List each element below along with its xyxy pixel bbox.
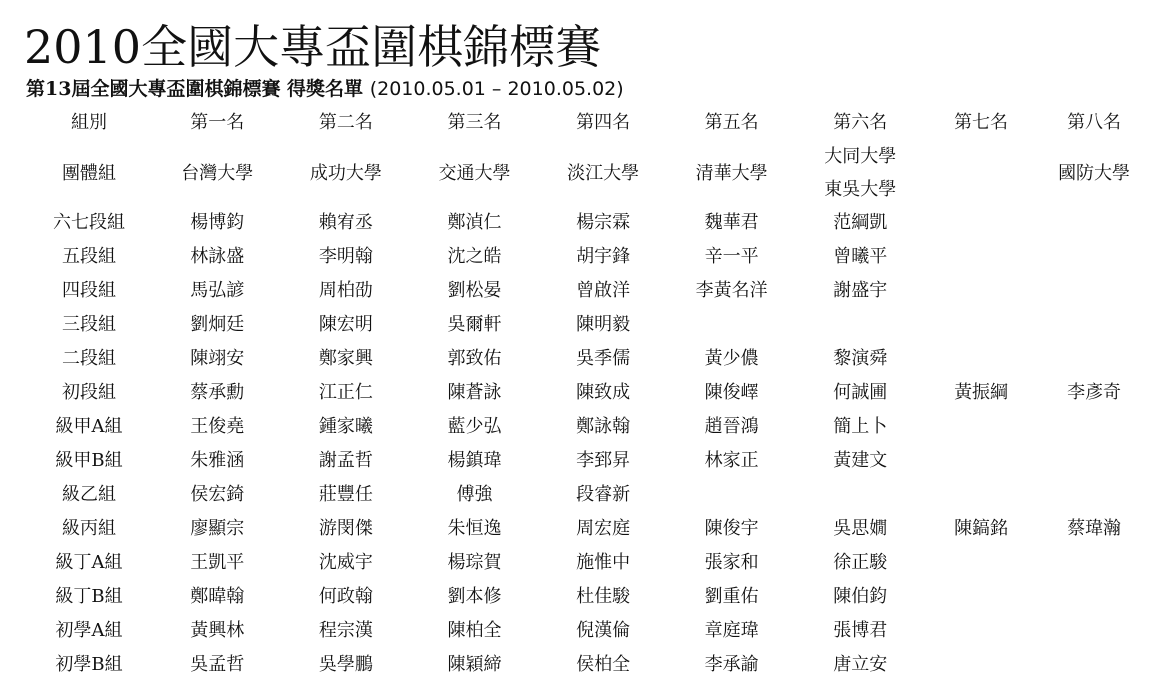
- header-place-5: 第五名: [704, 112, 759, 133]
- winner-cell: [925, 274, 1038, 308]
- winner-cell: 陳柏全: [447, 620, 502, 641]
- winner-cell: [925, 240, 1038, 274]
- winner-cell: [925, 206, 1038, 240]
- winner-cell: 郭致佑: [447, 348, 502, 369]
- table-row: [25, 410, 1151, 444]
- winner-cell: [1038, 444, 1151, 478]
- winner-cell: 國防大學: [1058, 162, 1131, 184]
- winner-cell: 鄭家興: [318, 348, 373, 369]
- winner-cell: 陳伯鈞: [833, 586, 888, 607]
- winner-cell: 馬弘諺: [190, 280, 245, 301]
- winner-cell: 倪漢倫: [576, 620, 631, 641]
- winner-cell: 楊宗霖: [576, 212, 631, 233]
- winner-cell: 林詠盛: [190, 246, 245, 267]
- winner-cell: 李承諭: [704, 654, 759, 675]
- winner-cell: 朱雅涵: [190, 450, 245, 471]
- winner-cell: 傅強: [456, 484, 493, 505]
- winner-cell: 鄭暐翰: [190, 586, 245, 607]
- winner-cell: 陳鎬銘: [954, 518, 1009, 539]
- winner-cell: [925, 546, 1038, 580]
- winner-cell: 李郅昇: [576, 450, 631, 471]
- winner-cell: 劉松晏: [447, 280, 502, 301]
- winner-cell: [1038, 240, 1151, 274]
- winner-cell: 趙晉鴻: [704, 416, 759, 437]
- winner-cell: [1038, 410, 1151, 444]
- winner-cell: 周宏庭: [576, 518, 631, 539]
- group-cell: 級丁A組: [55, 552, 123, 573]
- winner-cell: 辛一平: [704, 246, 759, 267]
- winner-cell: 清華大學: [695, 162, 768, 184]
- winner-cell: 藍少弘: [447, 416, 502, 437]
- winner-cell: [1038, 206, 1151, 240]
- winner-cell: 鄭湞仁: [447, 212, 502, 233]
- page-title: 2010全國大專盃圍棋錦標賽: [24, 20, 602, 74]
- winner-cell: 沈之皓: [447, 246, 502, 267]
- winner-cell: 陳穎締: [447, 654, 502, 675]
- group-cell: 級丁B組: [55, 586, 123, 607]
- winner-cell: 賴宥丞: [318, 212, 373, 233]
- winner-cell: 蔡承勳: [190, 382, 245, 403]
- winner-cell: [925, 308, 1038, 342]
- winner-cell: 陳明毅: [576, 314, 631, 335]
- winner-cell: 交通大學: [438, 162, 511, 184]
- winner-cell: 程宗漢: [318, 620, 373, 641]
- winner-cell: [925, 342, 1038, 376]
- winner-cell: 李明翰: [318, 246, 373, 267]
- header-group: 組別: [71, 112, 107, 133]
- group-cell: 初學A組: [55, 620, 123, 641]
- winner-cell: [925, 580, 1038, 614]
- winner-cell: [796, 308, 925, 342]
- winner-cell: [667, 308, 796, 342]
- winner-cell: 游閔傑: [318, 518, 373, 539]
- winner-cell: 陳翊安: [190, 348, 245, 369]
- table-row: [25, 444, 1151, 478]
- winner-cell: 胡宇鋒: [576, 246, 631, 267]
- winner-cell: 侯宏錡: [190, 484, 245, 505]
- winner-cell: 吳爾軒: [447, 314, 502, 335]
- winner-cell: [667, 478, 796, 512]
- winner-cell: 魏華君: [704, 212, 759, 233]
- header-place-8: 第八名: [1067, 112, 1122, 133]
- winner-cell: 簡上卜: [833, 416, 888, 437]
- table-row: [25, 308, 1151, 342]
- winner-cell: 王俊堯: [190, 416, 245, 437]
- winner-cell: 陳蒼詠: [447, 382, 502, 403]
- winner-cell: [925, 648, 1038, 682]
- table-row: [25, 580, 1151, 614]
- winner-cell: 黎演舜: [833, 348, 888, 369]
- winner-cell: [925, 410, 1038, 444]
- winner-cell: 莊豐任: [318, 484, 373, 505]
- table-row: [25, 342, 1151, 376]
- winner-line: 東吳大學: [824, 179, 897, 200]
- table-row: [25, 206, 1151, 240]
- winner-cell: 台灣大學: [181, 162, 254, 184]
- winner-cell: 何誠圃: [833, 382, 888, 403]
- winner-cell: 章庭瑋: [704, 620, 759, 641]
- winner-cell: [1038, 342, 1151, 376]
- winner-cell: 李黃名洋: [695, 280, 768, 301]
- group-cell: 級丙組: [62, 518, 116, 539]
- winner-cell: 朱恒逸: [447, 518, 502, 539]
- winner-cell: [1038, 478, 1151, 512]
- winner-cell: 成功大學: [309, 162, 382, 184]
- winner-cell: 陳俊嶧: [704, 382, 759, 403]
- table-row: [25, 478, 1151, 512]
- winner-cell: 鍾家曦: [318, 416, 373, 437]
- winner-cell: 徐正駿: [833, 552, 888, 573]
- winner-cell: 吳思嫺: [833, 518, 888, 539]
- winner-cell: 楊鎮瑋: [447, 450, 502, 471]
- winner-cell: [1038, 580, 1151, 614]
- header-place-2: 第二名: [318, 112, 373, 133]
- group-cell: 級甲A組: [55, 416, 123, 437]
- winner-cell: 林家正: [704, 450, 759, 471]
- winner-cell: 劉炯廷: [190, 314, 245, 335]
- winner-cell: 杜佳駿: [576, 586, 631, 607]
- header-place-4: 第四名: [576, 112, 631, 133]
- group-cell: 初學B組: [55, 654, 123, 675]
- header-place-6: 第六名: [833, 112, 888, 133]
- winner-cell: 曾啟洋: [576, 280, 631, 301]
- winner-cell: 廖顯宗: [190, 518, 245, 539]
- winner-cell: 楊博鈞: [190, 212, 245, 233]
- winner-cell: 陳致成: [576, 382, 631, 403]
- winner-cell: 曾曦平: [833, 246, 888, 267]
- winner-cell: 侯柏全: [576, 654, 631, 675]
- winner-cell: [1038, 308, 1151, 342]
- table-row: [25, 546, 1151, 580]
- winner-cell: 何政翰: [318, 586, 373, 607]
- table-row: [25, 512, 1151, 546]
- table-row: [25, 274, 1151, 308]
- table-row: [25, 376, 1151, 410]
- winner-cell: [796, 140, 925, 206]
- group-cell: 團體組: [62, 162, 116, 184]
- page-subtitle: [26, 77, 624, 101]
- table-row: [25, 648, 1151, 682]
- winner-cell: 陳宏明: [318, 314, 373, 335]
- winner-cell: [1038, 274, 1151, 308]
- winner-cell: [925, 614, 1038, 648]
- group-cell: 五段組: [62, 246, 116, 267]
- winner-cell: [925, 478, 1038, 512]
- winner-cell: 謝盛宇: [833, 280, 888, 301]
- group-cell: 初段組: [62, 382, 116, 403]
- winner-cell: 謝孟哲: [318, 450, 373, 471]
- winner-cell: [1038, 614, 1151, 648]
- winner-cell: [1038, 546, 1151, 580]
- winner-cell: 張家和: [704, 552, 759, 573]
- table-body: [25, 140, 1151, 682]
- table-row: [25, 240, 1151, 274]
- winner-cell: 江正仁: [318, 382, 373, 403]
- winner-cell: 黃建文: [833, 450, 888, 471]
- winner-cell: 劉重佑: [704, 586, 759, 607]
- group-cell: 級甲B組: [55, 450, 123, 471]
- group-cell: 二段組: [62, 348, 116, 369]
- winner-cell: 蔡瑋瀚: [1067, 518, 1122, 539]
- header-row: [25, 106, 1151, 140]
- winner-cell: 施惟中: [576, 552, 631, 573]
- header-place-7: 第七名: [954, 112, 1009, 133]
- winner-cell: [925, 444, 1038, 478]
- date-range: (2010.05.01 – 2010.05.02): [369, 78, 624, 100]
- winner-cell: [796, 478, 925, 512]
- winner-cell: 陳俊宇: [704, 518, 759, 539]
- winner-cell: 范綱凱: [833, 212, 888, 233]
- winner-cell: [925, 140, 1038, 206]
- winner-cell: 淡江大學: [567, 162, 640, 184]
- group-cell: 四段組: [62, 280, 116, 301]
- group-cell: 級乙組: [62, 484, 116, 505]
- winner-cell: 吳季儒: [576, 348, 631, 369]
- winner-cell: 王凱平: [190, 552, 245, 573]
- header-place-1: 第一名: [190, 112, 245, 133]
- winner-cell: 黃振綱: [954, 382, 1009, 403]
- winner-cell: [1038, 648, 1151, 682]
- winner-cell: 楊琮賀: [447, 552, 502, 573]
- table-row: [25, 140, 1151, 206]
- winner-cell: 吳孟哲: [190, 654, 245, 675]
- awards-table: [25, 106, 1151, 682]
- winner-cell: 張博君: [833, 620, 888, 641]
- group-cell: 三段組: [62, 314, 116, 335]
- winner-cell: 沈威宇: [318, 552, 373, 573]
- winner-cell: 李彥奇: [1067, 382, 1122, 403]
- winner-cell: 段睿新: [576, 484, 631, 505]
- winner-cell: 吳學鵬: [318, 654, 373, 675]
- table-row: [25, 614, 1151, 648]
- winner-cell: 黃興林: [190, 620, 245, 641]
- group-cell: 六七段組: [53, 212, 125, 233]
- winner-cell: 周柏劭: [318, 280, 373, 301]
- winner-cell: 鄭詠翰: [576, 416, 631, 437]
- subtitle-text: 第13屆全國大專盃圍棋錦標賽 得獎名單: [26, 78, 364, 100]
- winner-cell: 唐立安: [833, 654, 888, 675]
- winner-cell: 黃少儂: [704, 348, 759, 369]
- winner-cell: 劉本修: [447, 586, 502, 607]
- header-place-3: 第三名: [447, 112, 502, 133]
- winner-line: 大同大學: [824, 146, 897, 167]
